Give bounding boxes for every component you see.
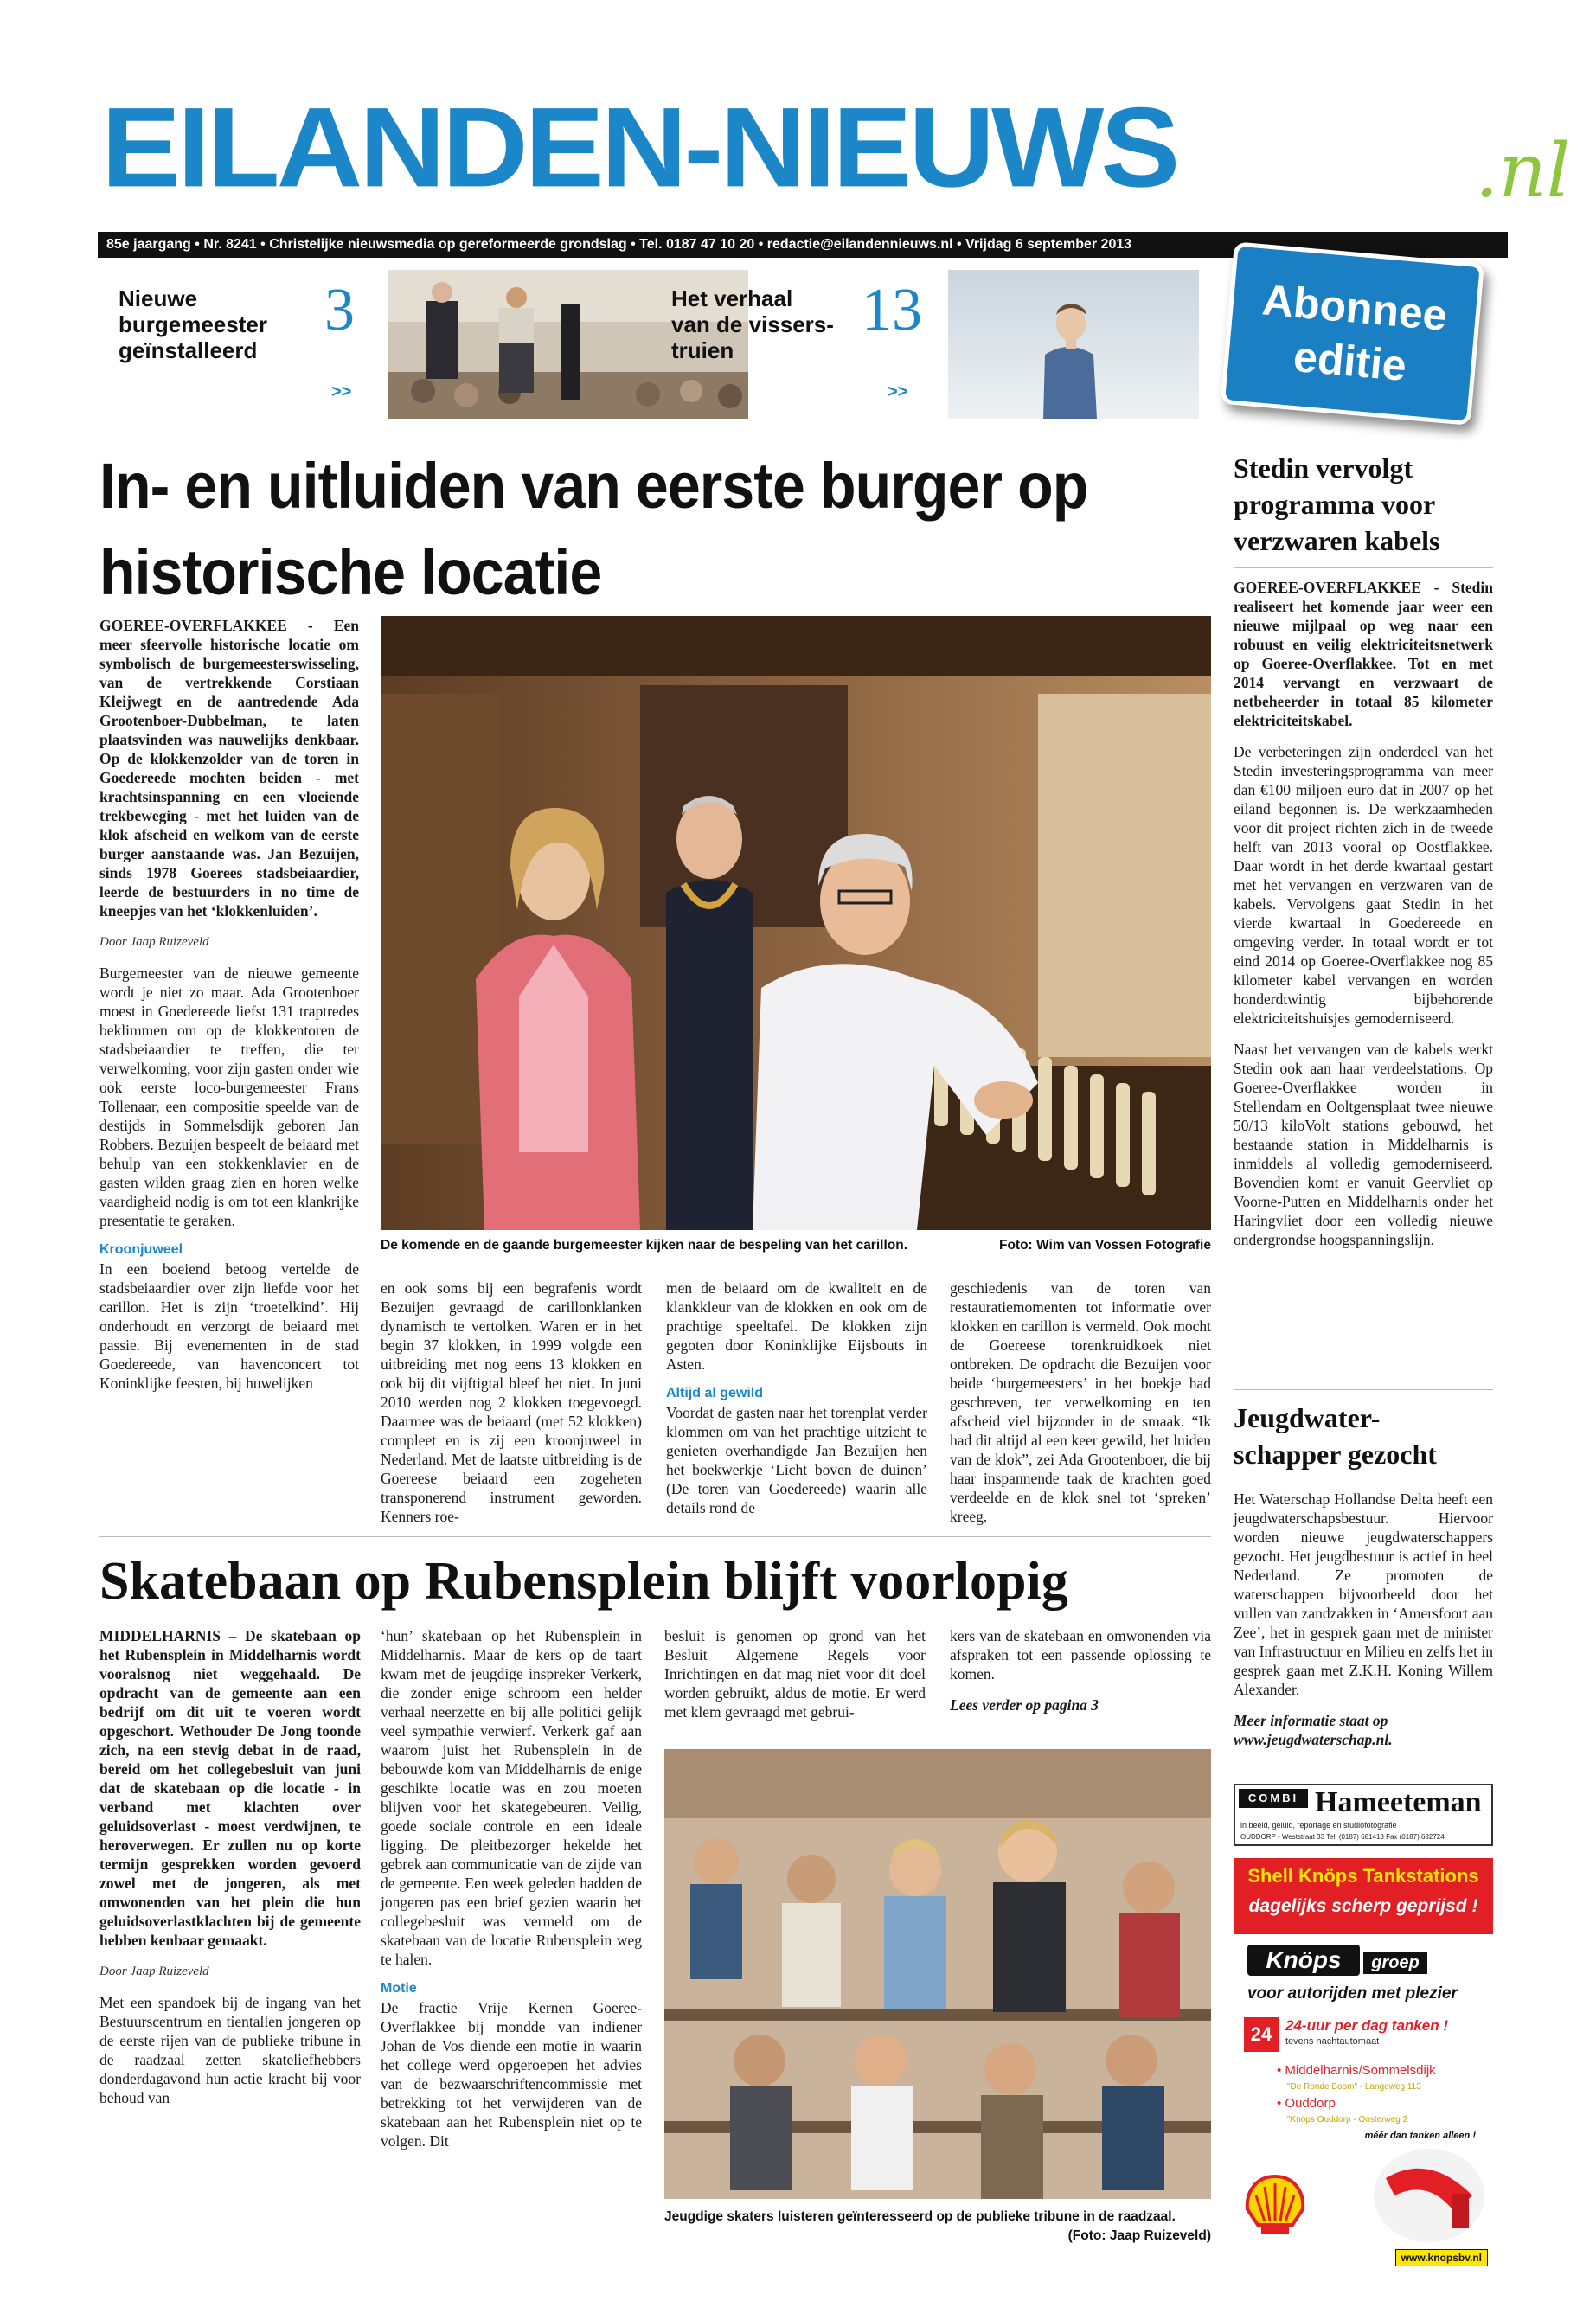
subheading: Altijd al gewild [666, 1386, 764, 1400]
skate-lead: MIDDELHARNIS – De skatebaan op het Rubensplein in Middelharnis wordt vooralsnog niet weggehaald. De opdracht van de gemeente aan een bedrijf om dit uit te voeren wordt opgeschort. Wethouder De Jong toonde zich, na een stevig debat in de raad, bereid om het collegebesluit van juni dat de skatebaan op die locatie - in verband met klachten over geluidsoverlast - moest verdwijnen, te heroverwegen. Er zullen nu op korte termijn gesprekken worden gevoerd zowel met de jongeren, als met omwonenden van het plein die hun geluidsoverlastklachten bij de gemeente hebben kenbaar gemaakt. [99, 1627, 361, 1949]
newspaper-logo[interactable]: EILANDEN-NIEUWS [101, 84, 1177, 211]
ad-locations: • Middelharnis/Sommelsdijk "De Ronde Boom" - Langeweg 113 • Ouddorp "Knöps Ouddorp - Oosterweg 2 méér dan tanken alleen ! [1277, 2063, 1476, 2141]
ad-hours-sub: tevens nachtautomaat [1285, 2036, 1380, 2047]
ad-hours: 24-uur per dag tanken ! [1285, 2017, 1448, 2034]
article-paragraph: Voordat de gasten naar het torenplat verder klommen om van het prachtige uitzicht te genieten overhandigde Jan Bezuijen hen het boekwerkje ‘Licht boven de duinen’ (De toren van Goedereede) waarin alle details rond de [666, 1404, 927, 1516]
main-article-column-2 [381, 1279, 642, 1526]
article-paragraph: Burgemeester van de nieuwe gemeente wordt je niet zo maar. Ada Grootenboer moest in Goedereede liefst 131 traptredes beklimmen om op de klokkentoren de stadsbeiaardier te treffen, die ter verwelkoming, voor zijn gasten onder wie ook eerste loco-burgemeester Frans Tollenaar, een compositie speelde van de destijds in Sommelsdijk geboren Jan Robbers. Bezuijen bespeelt de beiaard met behulp van een stokkenklavier en de gasten wilden graag zien en horen welke vaardigheid nodig is om tot een klankrijke presentatie te geraken. [99, 965, 359, 1229]
main-article-column-4 [950, 1279, 1211, 1526]
teaser-label: Nieuwe burgemeester geïnstalleerd [119, 285, 267, 363]
article-paragraph: Het Waterschap Hollandse Delta heeft een jeugdwaterschapsbestuur. Hiervoor worden nieuwe jeugdwaterschappers gezocht. Het jeugdbestuur is actief in heel Nederland. Ze promoten de waterschappen bijvoorbeeld door het vullen van zandzakken in ‘Amersfoort aan Zee’, het in gesprek gaan met de minister van Infrastructuur en Milieu en zelfs het in gesprek gaan met Z.K.H. Koning Willem Alexander. [1234, 1490, 1493, 1698]
photo-credit: Foto: Wim van Vossen Fotografie [998, 1238, 1211, 1253]
jeugd-article [1234, 1490, 1493, 1749]
jeugd-headline[interactable]: Jeugdwater- schapper gezocht [1234, 1402, 1437, 1470]
skate-column-3 [664, 1626, 926, 1721]
photo-caption: Jeugdige skaters luisteren geïnteresseerd op de publieke tribune in de raadzaal. (Foto: Jaap Ruizeveld) [664, 2208, 1211, 2246]
main-headline[interactable]: In- en uitluiden van eerste burger op historische locatie [99, 450, 1088, 608]
stedin-article [1234, 578, 1493, 1249]
photo-caption: De komende en de gaande burgemeester kijken naar de bespeling van het carillon. [381, 1238, 908, 1253]
ad-hameeteman[interactable] [1234, 1784, 1493, 1846]
photo-skaters-tribune [664, 1749, 1211, 2199]
more-info-label: Meer informatie staat op [1234, 1712, 1388, 1729]
ad-brand: Hameeteman [1315, 1786, 1482, 1818]
article-paragraph: Naast het vervangen van de kabels werkt Stedin ook aan haar verdeelstations. Op Goeree-Overflakkee worden in Stellendam en Ooltgensplaat twee nieuwe 50/13 kiloVolt stations gebouwd, het bestaande station in Middelharnis is inmiddels al volledig gemoderniseerd. Bovendien komt er vanuit Geervliet op Voorne-Putten en Middelharnis onder het Haringvliet door een volledig nieuwe ondergrondse hoogspanningslijn. [1234, 1041, 1493, 1248]
ad-title: Shell Knöps Tankstations [1247, 1865, 1479, 1887]
logo-domain-suffix: .nl [1475, 128, 1571, 215]
teaser-more-link[interactable]: >> [331, 382, 352, 401]
article-paragraph: Met een spandoek bij de ingang van het Bestuurscentrum en tientallen jongeren op de eerste rijen van de publieke tribune in de raadzaal zetten skateliefhebbers donderdagavond hun actie kracht bij voor behoud van [99, 1994, 361, 2106]
ad-logo: Knöps [1247, 1945, 1360, 1976]
byline: Door Jaap Ruizeveld [99, 935, 209, 949]
edition-info-bar: 85e jaargang • Nr. 8241 • Christelijke nieuwsmedia op gereformeerde grondslag • Tel. 0187 47 10 20 • redactie@eilandennieuws.nl • Vrijdag 6 september 2013 [98, 232, 1508, 258]
divider [99, 1536, 1211, 1537]
article-paragraph: ‘hun’ skatebaan op het Rubensplein in Middelharnis. Maar de kers op de taart kwam met de jeugdige inspreker Verkerk, die zonder enige schroom een helder verhaal neerzette en bij alle politici gelijk veel sympathie verwierf. Verkerk gaf aan waarom juist het Rubensplein in de bebouwde kom van Middelharnis de enige geschikte locatie was en zou moeten blijven voor het skategebeuren. Veilig, goede sociale controle en een ideale ligging. De pleitbezorger hekelde het gebrek aan communicatie van de zijde van de gemeente. Een week geleden hadden de jongeren pas een brief gezien waarin het collegebesluit was vermeld om de skatebaan van de locatie Rubensplein weg te halen. [381, 1627, 642, 1968]
skate-column-2 [381, 1626, 642, 2150]
photo-credit: (Foto: Jaap Ruizeveld) [1067, 2228, 1211, 2243]
article-paragraph: besluit is genomen op grond van het Besluit Algemene Regels voor Inrichtingen en dat mag niet voor dit doel worden gebruikt, aldus de motie. Er werd met klem gevraagd met gebrui- [664, 1627, 926, 1721]
skate-headline[interactable]: Skatebaan op Rubensplein blijft voorlopig [99, 1552, 1068, 1611]
article-paragraph: en ook soms bij een begrafenis wordt Bezuijen gevraagd de carillonklanken dynamisch te vertolken. Waren er in het begin 37 klokken, in 1999 volgde een uitbreiding met nog eens 13 klokken en ook bij dit vijftigtal bleef het niet. In juni 2010 werden nog 2 klokken toegevoegd. Daarmee was de beiaard (met 52 klokken) compleet en is zij een kroonjuweel in Nederland. Met de laatste uitbreiding is de Goereese beiaard een zogeheten transponerend instrument geworden. Kenners roe- [381, 1279, 642, 1525]
skate-column-1 [99, 1626, 361, 2107]
teaser-page-number: 3 [324, 277, 355, 343]
ad-logo-suffix: groep [1363, 1952, 1427, 1974]
teaser-vissers-truien[interactable] [657, 270, 1228, 419]
byline: Door Jaap Ruizeveld [99, 1965, 209, 1978]
ad-24h-icon: 24 [1244, 2017, 1279, 2052]
ad-tagline: dagelijks scherp geprijsd ! [1248, 1896, 1478, 1916]
more-info-link[interactable]: www.jeugdwaterschap.nl. [1234, 1731, 1393, 1748]
teaser-burgemeester[interactable] [98, 270, 643, 419]
abonnee-editie-badge: Abonnee editie [1220, 241, 1493, 433]
main-article-column-1 [99, 616, 359, 1393]
main-article-lead: GOEREE-OVERFLAKKEE - Een meer sfeervolle historische locatie om symbolisch de burgemeesterswisseling, van de vertrekkende Corstiaan Kleijwegt en de aantredende Ada Grootenboer-Dubbelman, te laten plaatsvinden was nauwelijks denkbaar. Op de klokkenzolder van de toren in Goedereede mochten beiden - met krachtsinspanning en een vloeiende trekbeweging - met het luiden van de klok afscheid en welkom van de eerste burger aanstaande was. Jan Bezuijen, sinds 1978 Goerees stadsbeiaardier, leerde de bestuurders in no time de kneepjes van het ‘klokkenluiden’. [99, 617, 359, 920]
article-paragraph: De fractie Vrije Kernen Goeree-Overflakkee bij mondde van indiener Johan de Vos diende een motie in waarin het college werd opgeroepen het advies van de bezwaarschriftencommissie met betrekking tot het verwijderen van de skatebaan aan het Rubensplein niet op te volgen. Dit [381, 1999, 642, 2150]
fuel-pump-icon [1368, 2144, 1490, 2247]
ad-url[interactable]: www.knopsbv.nl [1395, 2249, 1488, 2266]
article-paragraph: In een boeiend betoog vertelde de stadsbeiaardier over zijn liefde voor het carillon. Het is zijn ‘troetelkind’. Hij onderhoudt en verzorgt de beiaard met passie. Bij evenementen in de stad Goedereede, van havenconcert tot Koninklijke feesten, bij huwelijken [99, 1260, 359, 1392]
skate-column-4 [950, 1626, 1211, 1715]
teaser-label: Het verhaal van de vissers- truien [671, 285, 834, 363]
subheading: Motie [381, 1981, 417, 1996]
divider [1234, 567, 1493, 568]
article-paragraph: De verbeteringen zijn onderdeel van het Stedin investeringsprogramma van meer dan €100 miljoen euro dat in 2007 op het eiland begonnen is. De werkzaamheden voor dit project richten zich in de tweede helft van 2013 vooral op Oostflakkee. Daar wordt in het derde kwartaal gestart met het vervangen en verzwaren van de kabels. Vervolgens gaat Stedin in het vierde kwartaal in Goedereede en omgeving verder. In totaal wordt er tot eind 2014 op Goeree-Overflakkee nog 85 kilometer kabel vervangen en worden honderdtwintig bijbehorende elektriciteitshuisjes gemoderniseerd. [1234, 743, 1493, 1027]
article-paragraph: geschiedenis van de toren van restauratiemomenten tot informatie over klokken en carillon is vermeld. Ook mocht de Goereese torenkruidkoek niet ontbreken. De opdracht die Bezuijen voor beide ‘burgemeesters’ in het boekje had geschreven, ter verwelkoming en ten afscheid viel bijzonder in de smaak. “Ik had dit altijd al een keer gewild, het luiden van de klok”, zei Ada Grootenboer, die bij haar inspannende taak de krachten goed verdeelde en de klok snel tot ‘spreken’ kreeg. [950, 1279, 1211, 1525]
divider [1234, 1389, 1493, 1390]
photo-carillon [381, 616, 1211, 1230]
ad-tag: COMBI [1239, 1789, 1308, 1808]
stedin-headline[interactable]: Stedin vervolgt programma voor verzwaren kabels [1234, 452, 1440, 556]
shell-logo-icon [1240, 2171, 1310, 2240]
subheading: Kroonjuweel [99, 1242, 183, 1257]
main-article-column-3 [666, 1279, 927, 1517]
teaser-more-link[interactable]: >> [888, 382, 908, 401]
stedin-lead: GOEREE-OVERFLAKKEE - Stedin realiseert het komende jaar weer een nieuwe mijlpaal op weg naar een robuust en veilig elektriciteitsnetwerk op Goeree-Overflakkee. Tot en met 2014 vervangt en verzwaart de netbeheerder in totaal 85 kilometer elektriciteitskabel. [1234, 579, 1493, 729]
teaser-page-number: 13 [862, 277, 922, 343]
masthead [101, 84, 1571, 215]
article-paragraph: kers van de skatebaan en omwonenden via afspraken tot een passende oplossing te komen. [950, 1627, 1211, 1682]
ad-tagline: in beeld, geluid, reportage en studiofotografie [1240, 1821, 1397, 1830]
teaser-photo-fisherman [948, 270, 1199, 419]
ad-slogan: voor autorijden met plezier [1247, 1984, 1458, 2003]
article-paragraph: men de beiaard om de kwaliteit en de klankkleur van de klokken en ook om de prachtige speeltafel. De klokken zijn gegoten door Koninklijke Eijsbouts in Asten. [666, 1279, 927, 1373]
ad-address: OUDDORP - Weststraat 33 Tel. (0187) 681413 Fax (0187) 682724 [1240, 1833, 1445, 1841]
continued-link[interactable]: Lees verder op pagina 3 [950, 1696, 1099, 1714]
ad-shell-knops[interactable] [1234, 1858, 1493, 2272]
